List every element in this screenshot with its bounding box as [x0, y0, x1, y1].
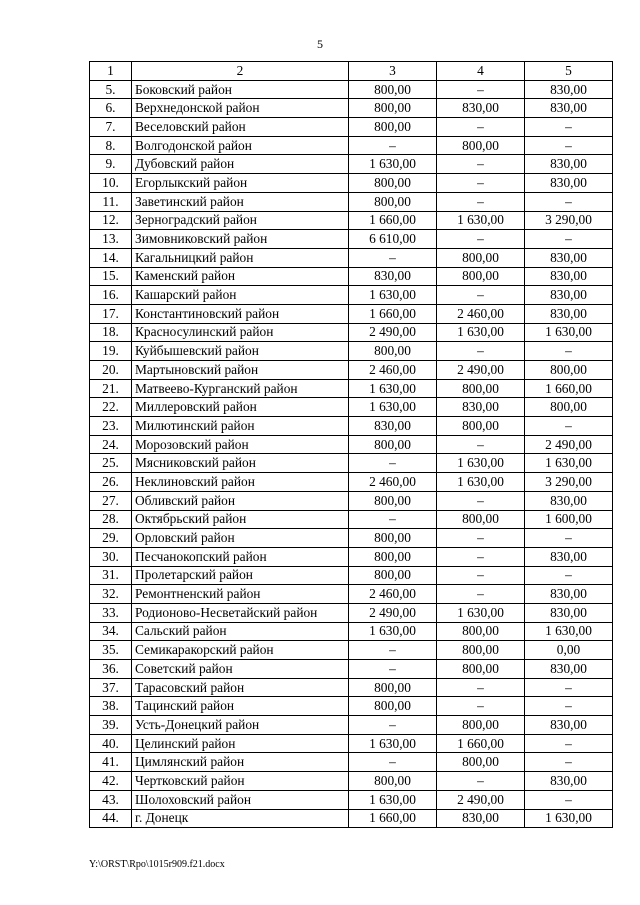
row-number: 40.: [90, 734, 132, 753]
header-cell-1: 1: [90, 62, 132, 81]
value-col-3: 1 630,00: [349, 286, 437, 305]
table-row: [90, 772, 613, 791]
district-name: Куйбышевский район: [132, 342, 349, 361]
value-col-4: 800,00: [437, 417, 525, 436]
table-row: [90, 809, 613, 828]
value-col-3: 1 660,00: [349, 304, 437, 323]
row-number: 39.: [90, 716, 132, 735]
row-number: 42.: [90, 772, 132, 791]
value-col-5: 1 630,00: [525, 323, 613, 342]
table-row: [90, 136, 613, 155]
table-row: [90, 734, 613, 753]
district-name: Заветинский район: [132, 192, 349, 211]
table-row: [90, 697, 613, 716]
row-number: 23.: [90, 417, 132, 436]
row-number: 16.: [90, 286, 132, 305]
value-col-3: 1 630,00: [349, 790, 437, 809]
value-col-5: –: [525, 342, 613, 361]
value-col-4: 1 630,00: [437, 323, 525, 342]
row-number: 32.: [90, 585, 132, 604]
value-col-5: 830,00: [525, 267, 613, 286]
district-name: Тарасовский район: [132, 678, 349, 697]
value-col-3: –: [349, 136, 437, 155]
table-row: [90, 361, 613, 380]
header-cell-4: 4: [437, 62, 525, 81]
table-row: [90, 342, 613, 361]
row-number: 8.: [90, 136, 132, 155]
district-name: Мартыновский район: [132, 361, 349, 380]
value-col-4: –: [437, 80, 525, 99]
district-name: Советский район: [132, 660, 349, 679]
value-col-4: 800,00: [437, 622, 525, 641]
value-col-3: 800,00: [349, 435, 437, 454]
table-row: [90, 230, 613, 249]
value-col-3: 800,00: [349, 678, 437, 697]
table-row: [90, 585, 613, 604]
value-col-5: 830,00: [525, 80, 613, 99]
row-number: 22.: [90, 398, 132, 417]
row-number: 28.: [90, 510, 132, 529]
value-col-5: 830,00: [525, 248, 613, 267]
value-col-3: 2 490,00: [349, 323, 437, 342]
value-col-5: 3 290,00: [525, 473, 613, 492]
value-col-3: 800,00: [349, 697, 437, 716]
row-number: 14.: [90, 248, 132, 267]
row-number: 29.: [90, 529, 132, 548]
value-col-3: 830,00: [349, 267, 437, 286]
value-col-5: –: [525, 697, 613, 716]
value-col-5: 830,00: [525, 585, 613, 604]
value-col-3: 1 630,00: [349, 734, 437, 753]
table-row: [90, 603, 613, 622]
value-col-3: 800,00: [349, 118, 437, 137]
table-row: [90, 304, 613, 323]
table-row: [90, 174, 613, 193]
value-col-3: –: [349, 454, 437, 473]
row-number: 24.: [90, 435, 132, 454]
district-name: Ремонтненский район: [132, 585, 349, 604]
table-row: [90, 660, 613, 679]
value-col-3: 800,00: [349, 772, 437, 791]
table-row: [90, 323, 613, 342]
value-col-3: 800,00: [349, 99, 437, 118]
value-col-5: –: [525, 136, 613, 155]
value-col-4: –: [437, 547, 525, 566]
row-number: 17.: [90, 304, 132, 323]
district-name: Пролетарский район: [132, 566, 349, 585]
row-number: 25.: [90, 454, 132, 473]
district-name: Целинский район: [132, 734, 349, 753]
row-number: 6.: [90, 99, 132, 118]
value-col-5: –: [525, 529, 613, 548]
district-name: Морозовский район: [132, 435, 349, 454]
district-name: Матвеево-Курганский район: [132, 379, 349, 398]
value-col-5: 830,00: [525, 304, 613, 323]
value-col-5: –: [525, 734, 613, 753]
value-col-5: 830,00: [525, 286, 613, 305]
value-col-3: 800,00: [349, 566, 437, 585]
value-col-4: 800,00: [437, 379, 525, 398]
value-col-5: 3 290,00: [525, 211, 613, 230]
value-col-4: 830,00: [437, 99, 525, 118]
value-col-4: –: [437, 585, 525, 604]
value-col-3: 800,00: [349, 192, 437, 211]
district-name: Усть-Донецкий район: [132, 716, 349, 735]
value-col-4: –: [437, 118, 525, 137]
table-row: [90, 398, 613, 417]
table-row: [90, 547, 613, 566]
district-name: Родионово-Несветайский район: [132, 603, 349, 622]
value-col-4: –: [437, 342, 525, 361]
table-row: [90, 99, 613, 118]
district-name: Миллеровский район: [132, 398, 349, 417]
value-col-5: –: [525, 118, 613, 137]
value-col-5: –: [525, 790, 613, 809]
value-col-4: –: [437, 697, 525, 716]
value-col-4: 800,00: [437, 248, 525, 267]
table-header-row: [90, 62, 613, 81]
value-col-4: 1 630,00: [437, 473, 525, 492]
value-col-4: 800,00: [437, 267, 525, 286]
district-name: Зимовниковский район: [132, 230, 349, 249]
value-col-3: 2 490,00: [349, 603, 437, 622]
row-number: 37.: [90, 678, 132, 697]
value-col-4: 800,00: [437, 660, 525, 679]
district-name: Неклиновский район: [132, 473, 349, 492]
value-col-5: –: [525, 230, 613, 249]
district-name: г. Донецк: [132, 809, 349, 828]
value-col-3: 2 460,00: [349, 473, 437, 492]
value-col-4: 2 460,00: [437, 304, 525, 323]
value-col-5: 830,00: [525, 660, 613, 679]
row-number: 10.: [90, 174, 132, 193]
district-name: Октябрьский район: [132, 510, 349, 529]
value-col-3: 1 630,00: [349, 622, 437, 641]
value-col-3: 1 660,00: [349, 211, 437, 230]
table-row: [90, 454, 613, 473]
value-col-5: 830,00: [525, 772, 613, 791]
value-col-5: 800,00: [525, 361, 613, 380]
value-col-4: 830,00: [437, 398, 525, 417]
value-col-5: –: [525, 566, 613, 585]
row-number: 38.: [90, 697, 132, 716]
value-col-5: 2 490,00: [525, 435, 613, 454]
value-col-5: 830,00: [525, 491, 613, 510]
row-number: 18.: [90, 323, 132, 342]
table-row: [90, 267, 613, 286]
row-number: 31.: [90, 566, 132, 585]
table-row: [90, 510, 613, 529]
row-number: 9.: [90, 155, 132, 174]
value-col-3: 800,00: [349, 547, 437, 566]
table-row: [90, 248, 613, 267]
table-row: [90, 491, 613, 510]
value-col-3: 800,00: [349, 342, 437, 361]
table-row: [90, 622, 613, 641]
value-col-5: 1 630,00: [525, 622, 613, 641]
value-col-4: 800,00: [437, 510, 525, 529]
value-col-5: –: [525, 678, 613, 697]
value-col-5: 830,00: [525, 603, 613, 622]
table-body: [90, 62, 613, 828]
header-cell-2: 2: [132, 62, 349, 81]
value-col-3: –: [349, 641, 437, 660]
district-name: Веселовский район: [132, 118, 349, 137]
value-col-4: –: [437, 772, 525, 791]
district-name: Шолоховский район: [132, 790, 349, 809]
district-name: Обливский район: [132, 491, 349, 510]
table-row: [90, 566, 613, 585]
table-row: [90, 529, 613, 548]
value-col-5: 1 600,00: [525, 510, 613, 529]
value-col-4: 1 660,00: [437, 734, 525, 753]
district-name: Верхнедонской район: [132, 99, 349, 118]
value-col-3: –: [349, 716, 437, 735]
value-col-3: 1 630,00: [349, 155, 437, 174]
table-row: [90, 192, 613, 211]
value-col-3: 800,00: [349, 174, 437, 193]
value-col-4: 2 490,00: [437, 361, 525, 380]
district-name: Зерноградский район: [132, 211, 349, 230]
file-path-footer: Y:\ORST\Rpo\1015r909.f21.docx: [89, 859, 225, 870]
value-col-3: 800,00: [349, 529, 437, 548]
district-table: [89, 61, 613, 828]
row-number: 30.: [90, 547, 132, 566]
row-number: 21.: [90, 379, 132, 398]
value-col-3: 1 630,00: [349, 398, 437, 417]
district-name: Семикаракорский район: [132, 641, 349, 660]
table-row: [90, 473, 613, 492]
table-row: [90, 118, 613, 137]
district-name: Дубовский район: [132, 155, 349, 174]
value-col-4: 800,00: [437, 641, 525, 660]
value-col-5: –: [525, 192, 613, 211]
value-col-4: 800,00: [437, 716, 525, 735]
value-col-3: –: [349, 510, 437, 529]
table-row: [90, 641, 613, 660]
value-col-4: –: [437, 286, 525, 305]
value-col-3: 2 460,00: [349, 585, 437, 604]
row-number: 35.: [90, 641, 132, 660]
page-number: 5: [317, 37, 323, 51]
row-number: 20.: [90, 361, 132, 380]
table-row: [90, 80, 613, 99]
value-col-3: 6 610,00: [349, 230, 437, 249]
value-col-5: 0,00: [525, 641, 613, 660]
value-col-3: –: [349, 248, 437, 267]
value-col-4: –: [437, 192, 525, 211]
value-col-4: –: [437, 174, 525, 193]
table-row: [90, 417, 613, 436]
district-name: Волгодонской район: [132, 136, 349, 155]
row-number: 13.: [90, 230, 132, 249]
district-name: Тацинский район: [132, 697, 349, 716]
value-col-3: 800,00: [349, 491, 437, 510]
district-name: Кашарский район: [132, 286, 349, 305]
table-row: [90, 435, 613, 454]
district-name: Константиновский район: [132, 304, 349, 323]
row-number: 44.: [90, 809, 132, 828]
value-col-3: 2 460,00: [349, 361, 437, 380]
value-col-4: –: [437, 566, 525, 585]
table-row: [90, 286, 613, 305]
value-col-5: –: [525, 417, 613, 436]
row-number: 26.: [90, 473, 132, 492]
row-number: 5.: [90, 80, 132, 99]
value-col-4: –: [437, 435, 525, 454]
row-number: 34.: [90, 622, 132, 641]
row-number: 27.: [90, 491, 132, 510]
value-col-4: –: [437, 491, 525, 510]
value-col-5: –: [525, 753, 613, 772]
value-col-5: 830,00: [525, 174, 613, 193]
value-col-4: 1 630,00: [437, 603, 525, 622]
header-cell-3: 3: [349, 62, 437, 81]
district-name: Цимлянский район: [132, 753, 349, 772]
row-number: 33.: [90, 603, 132, 622]
header-cell-5: 5: [525, 62, 613, 81]
value-col-4: –: [437, 155, 525, 174]
district-name: Сальский район: [132, 622, 349, 641]
district-name: Егорлыкский район: [132, 174, 349, 193]
value-col-3: –: [349, 753, 437, 772]
value-col-5: 1 630,00: [525, 454, 613, 473]
value-col-4: 800,00: [437, 753, 525, 772]
district-name: Красносулинский район: [132, 323, 349, 342]
row-number: 36.: [90, 660, 132, 679]
value-col-5: 830,00: [525, 155, 613, 174]
row-number: 11.: [90, 192, 132, 211]
value-col-4: 2 490,00: [437, 790, 525, 809]
row-number: 15.: [90, 267, 132, 286]
value-col-4: –: [437, 529, 525, 548]
value-col-4: –: [437, 678, 525, 697]
row-number: 41.: [90, 753, 132, 772]
value-col-4: 830,00: [437, 809, 525, 828]
table-row: [90, 155, 613, 174]
row-number: 19.: [90, 342, 132, 361]
table-row: [90, 211, 613, 230]
district-name: Боковский район: [132, 80, 349, 99]
district-name: Кагальницкий район: [132, 248, 349, 267]
row-number: 43.: [90, 790, 132, 809]
value-col-5: 830,00: [525, 99, 613, 118]
table-row: [90, 753, 613, 772]
value-col-4: 1 630,00: [437, 211, 525, 230]
district-name: Мясниковский район: [132, 454, 349, 473]
value-col-3: –: [349, 660, 437, 679]
value-col-5: 1 630,00: [525, 809, 613, 828]
value-col-5: 830,00: [525, 547, 613, 566]
value-col-4: –: [437, 230, 525, 249]
district-name: Каменский район: [132, 267, 349, 286]
table-row: [90, 379, 613, 398]
value-col-5: 800,00: [525, 398, 613, 417]
value-col-5: 1 660,00: [525, 379, 613, 398]
value-col-3: 1 630,00: [349, 379, 437, 398]
value-col-3: 830,00: [349, 417, 437, 436]
district-name: Песчанокопский район: [132, 547, 349, 566]
district-name: Орловский район: [132, 529, 349, 548]
value-col-3: 800,00: [349, 80, 437, 99]
row-number: 12.: [90, 211, 132, 230]
value-col-5: 830,00: [525, 716, 613, 735]
table-row: [90, 716, 613, 735]
table-row: [90, 790, 613, 809]
value-col-4: 1 630,00: [437, 454, 525, 473]
row-number: 7.: [90, 118, 132, 137]
district-name: Милютинский район: [132, 417, 349, 436]
value-col-4: 800,00: [437, 136, 525, 155]
value-col-3: 1 660,00: [349, 809, 437, 828]
district-name: Чертковский район: [132, 772, 349, 791]
table-row: [90, 678, 613, 697]
